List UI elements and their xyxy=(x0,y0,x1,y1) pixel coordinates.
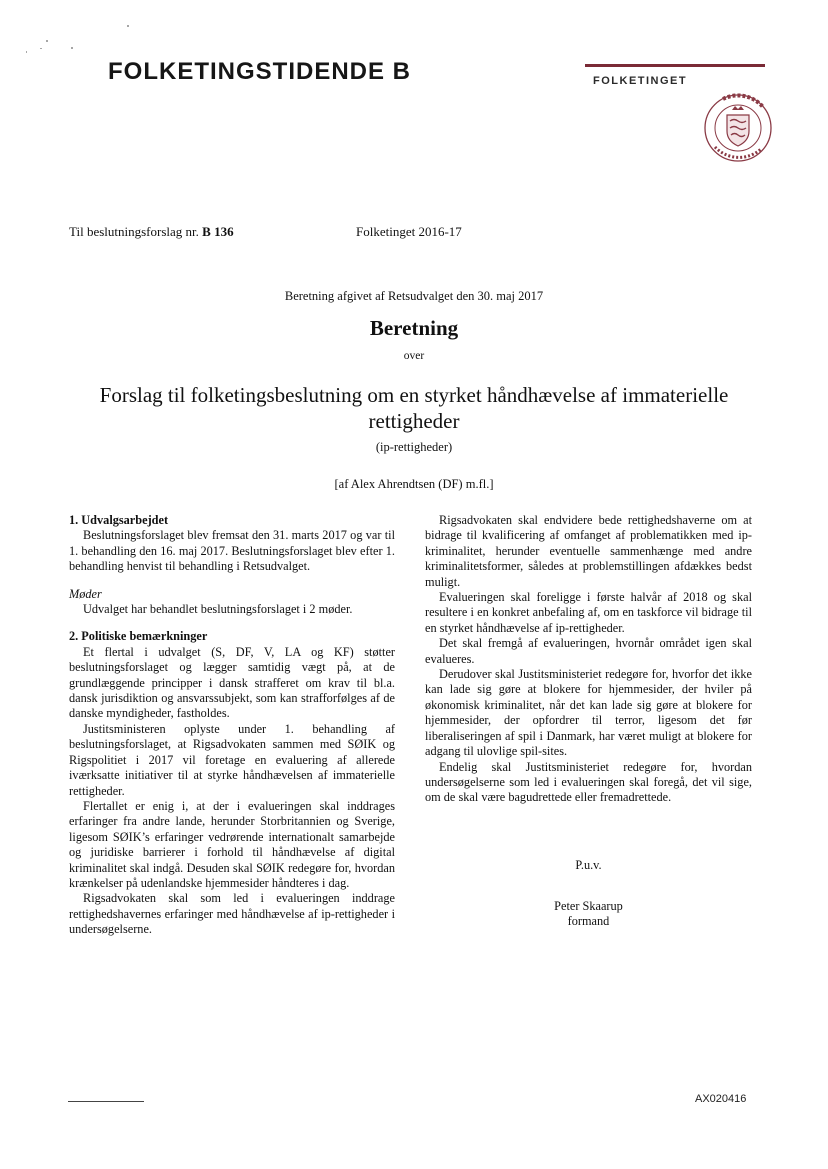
scan-speck xyxy=(26,51,27,53)
scan-speck xyxy=(127,25,129,27)
paragraph: Rigsadvokaten skal endvidere bede rettighedshaverne om at bidrage til kvalificering af omfanget af problematikken med ip-kriminalitet, herunder eventuelle sammenhænge med andre kriminalitetsformer, således at problemstillingen afdækkes bedst muligt. xyxy=(425,513,752,589)
paragraph: Udvalget har behandlet beslutningsforslaget i 2 møder. xyxy=(83,602,353,617)
paragraph: Rigsadvokaten skal som led i evalueringen inddrage rettighedshavernes erfaringer med håndhævelse af ip-rettigheder i undersøgelserne. xyxy=(69,891,395,937)
signature-block xyxy=(425,899,752,930)
institution-label: FOLKETINGET xyxy=(593,75,688,87)
session-label: Folketinget 2016-17 xyxy=(356,224,462,239)
paragraph: Evalueringen skal foreligge i første halvår af 2018 og skal resultere i en konkret anbefaling af, om en taskforce vil bidrage til en styrket håndhævelse af ip-rettigheder. xyxy=(425,590,752,635)
scan-speck xyxy=(46,40,48,42)
subsection-heading: Møder xyxy=(69,586,102,601)
paragraph: Justitsministeren oplyste under 1. behandling af beslutningsforslaget, at Rigsadvokaten sammen med SØIK og Rigspolitiet i 2017 vil foretage en evaluering af allerede iværksatte initiativer til at styrke håndhævelsen af immaterielle rettigheder. xyxy=(69,721,395,798)
section-heading: 1. Udvalgsarbejdet xyxy=(69,513,169,527)
section-heading: 2. Politiske bemærkninger xyxy=(69,629,208,644)
footer-rule xyxy=(68,1101,144,1102)
scan-speck xyxy=(71,47,73,49)
paragraph: Det skal fremgå af evalueringen, hvornår området igen skal evalueres. xyxy=(425,636,752,666)
proposal-byline: [af Alex Ahrendtsen (DF) m.fl.] xyxy=(334,477,494,491)
paragraph: Derudover skal Justitsministeriet redegøre for, hvorfor det ikke kan lade sig gøre at blokere for hjemmesider, der hviler på økonomisk kriminalitet, når det kan lade sig gøre at blokere for hjemmesider, der opfordrer til terror, ligesom det før liberaliseringen af spil i Danmark, har været muligt at blokere for adgang til ulovlige spil-sites. xyxy=(425,667,752,759)
proposal-reference xyxy=(69,224,234,240)
proposal-prefix: Til beslutningsforslag nr. xyxy=(69,224,199,239)
paragraph: Endelig skal Justitsministeriet redegøre for, hvordan undersøgelserne som led i evalueringen skal foregå, det vil sige, om de skal være bagudrettede eller fremadrettede. xyxy=(425,759,752,805)
signer-role: formand xyxy=(567,914,610,929)
publication-title: FOLKETINGSTIDENDE B xyxy=(108,58,412,85)
proposal-title xyxy=(0,382,828,434)
right-column xyxy=(425,513,752,806)
proposal-title-line-1: Forslag til folketingsbeslutning om en styrket håndhævelse af immaterielle xyxy=(99,383,729,407)
report-title: Beretning xyxy=(369,316,459,340)
paragraph: Flertallet er enig i, at der i evalueringen skal inddrages erfaringer fra andre lande, herunder Storbritannien og Sverige, ligesom SØIK’s erfaringer vedrørende internationalt samarbejde og juridiske barrierer i forhold til håndhævelse af digital kriminalitet skal indgå. Desuden skal SØIK redegøre for, hvordan krænkelser på udenlandske hjemmesider håndteres i dag. xyxy=(69,798,395,890)
proposal-number: B 136 xyxy=(202,224,234,239)
document-number: AX020416 xyxy=(695,1093,747,1105)
left-column xyxy=(69,513,395,938)
folketinget-seal-icon xyxy=(703,93,773,163)
header-rule xyxy=(585,64,765,67)
paragraph: Beslutningsforslaget blev fremsat den 31. marts 2017 og var til 1. behandling den 16. maj 2017. Beslutningsforslaget blev efter 1. behandling henvist til behandling i Retsudvalget. xyxy=(69,528,395,574)
signer-name: Peter Skaarup xyxy=(554,899,623,913)
scan-speck xyxy=(40,48,42,49)
report-given-line: Beretning afgivet af Retsudvalget den 30. maj 2017 xyxy=(284,289,544,303)
paragraph: Et flertal i udvalget (S, DF, V, LA og KF) støtter beslutningsforslaget og lægger samtidig vægt på, at de grundlæggende principper i dansk strafferet om krav til bl.a. dansk jurisdiktion og ansvarssubjekt, som kan strafforfølges af de danske myndigheder, fastholdes. xyxy=(69,644,395,721)
proposal-title-line-2: rettigheder xyxy=(368,409,460,433)
proposal-subtitle: (ip-rettigheder) xyxy=(375,440,453,454)
report-over: over xyxy=(403,350,425,362)
signature-puv: P.u.v. xyxy=(575,858,602,872)
